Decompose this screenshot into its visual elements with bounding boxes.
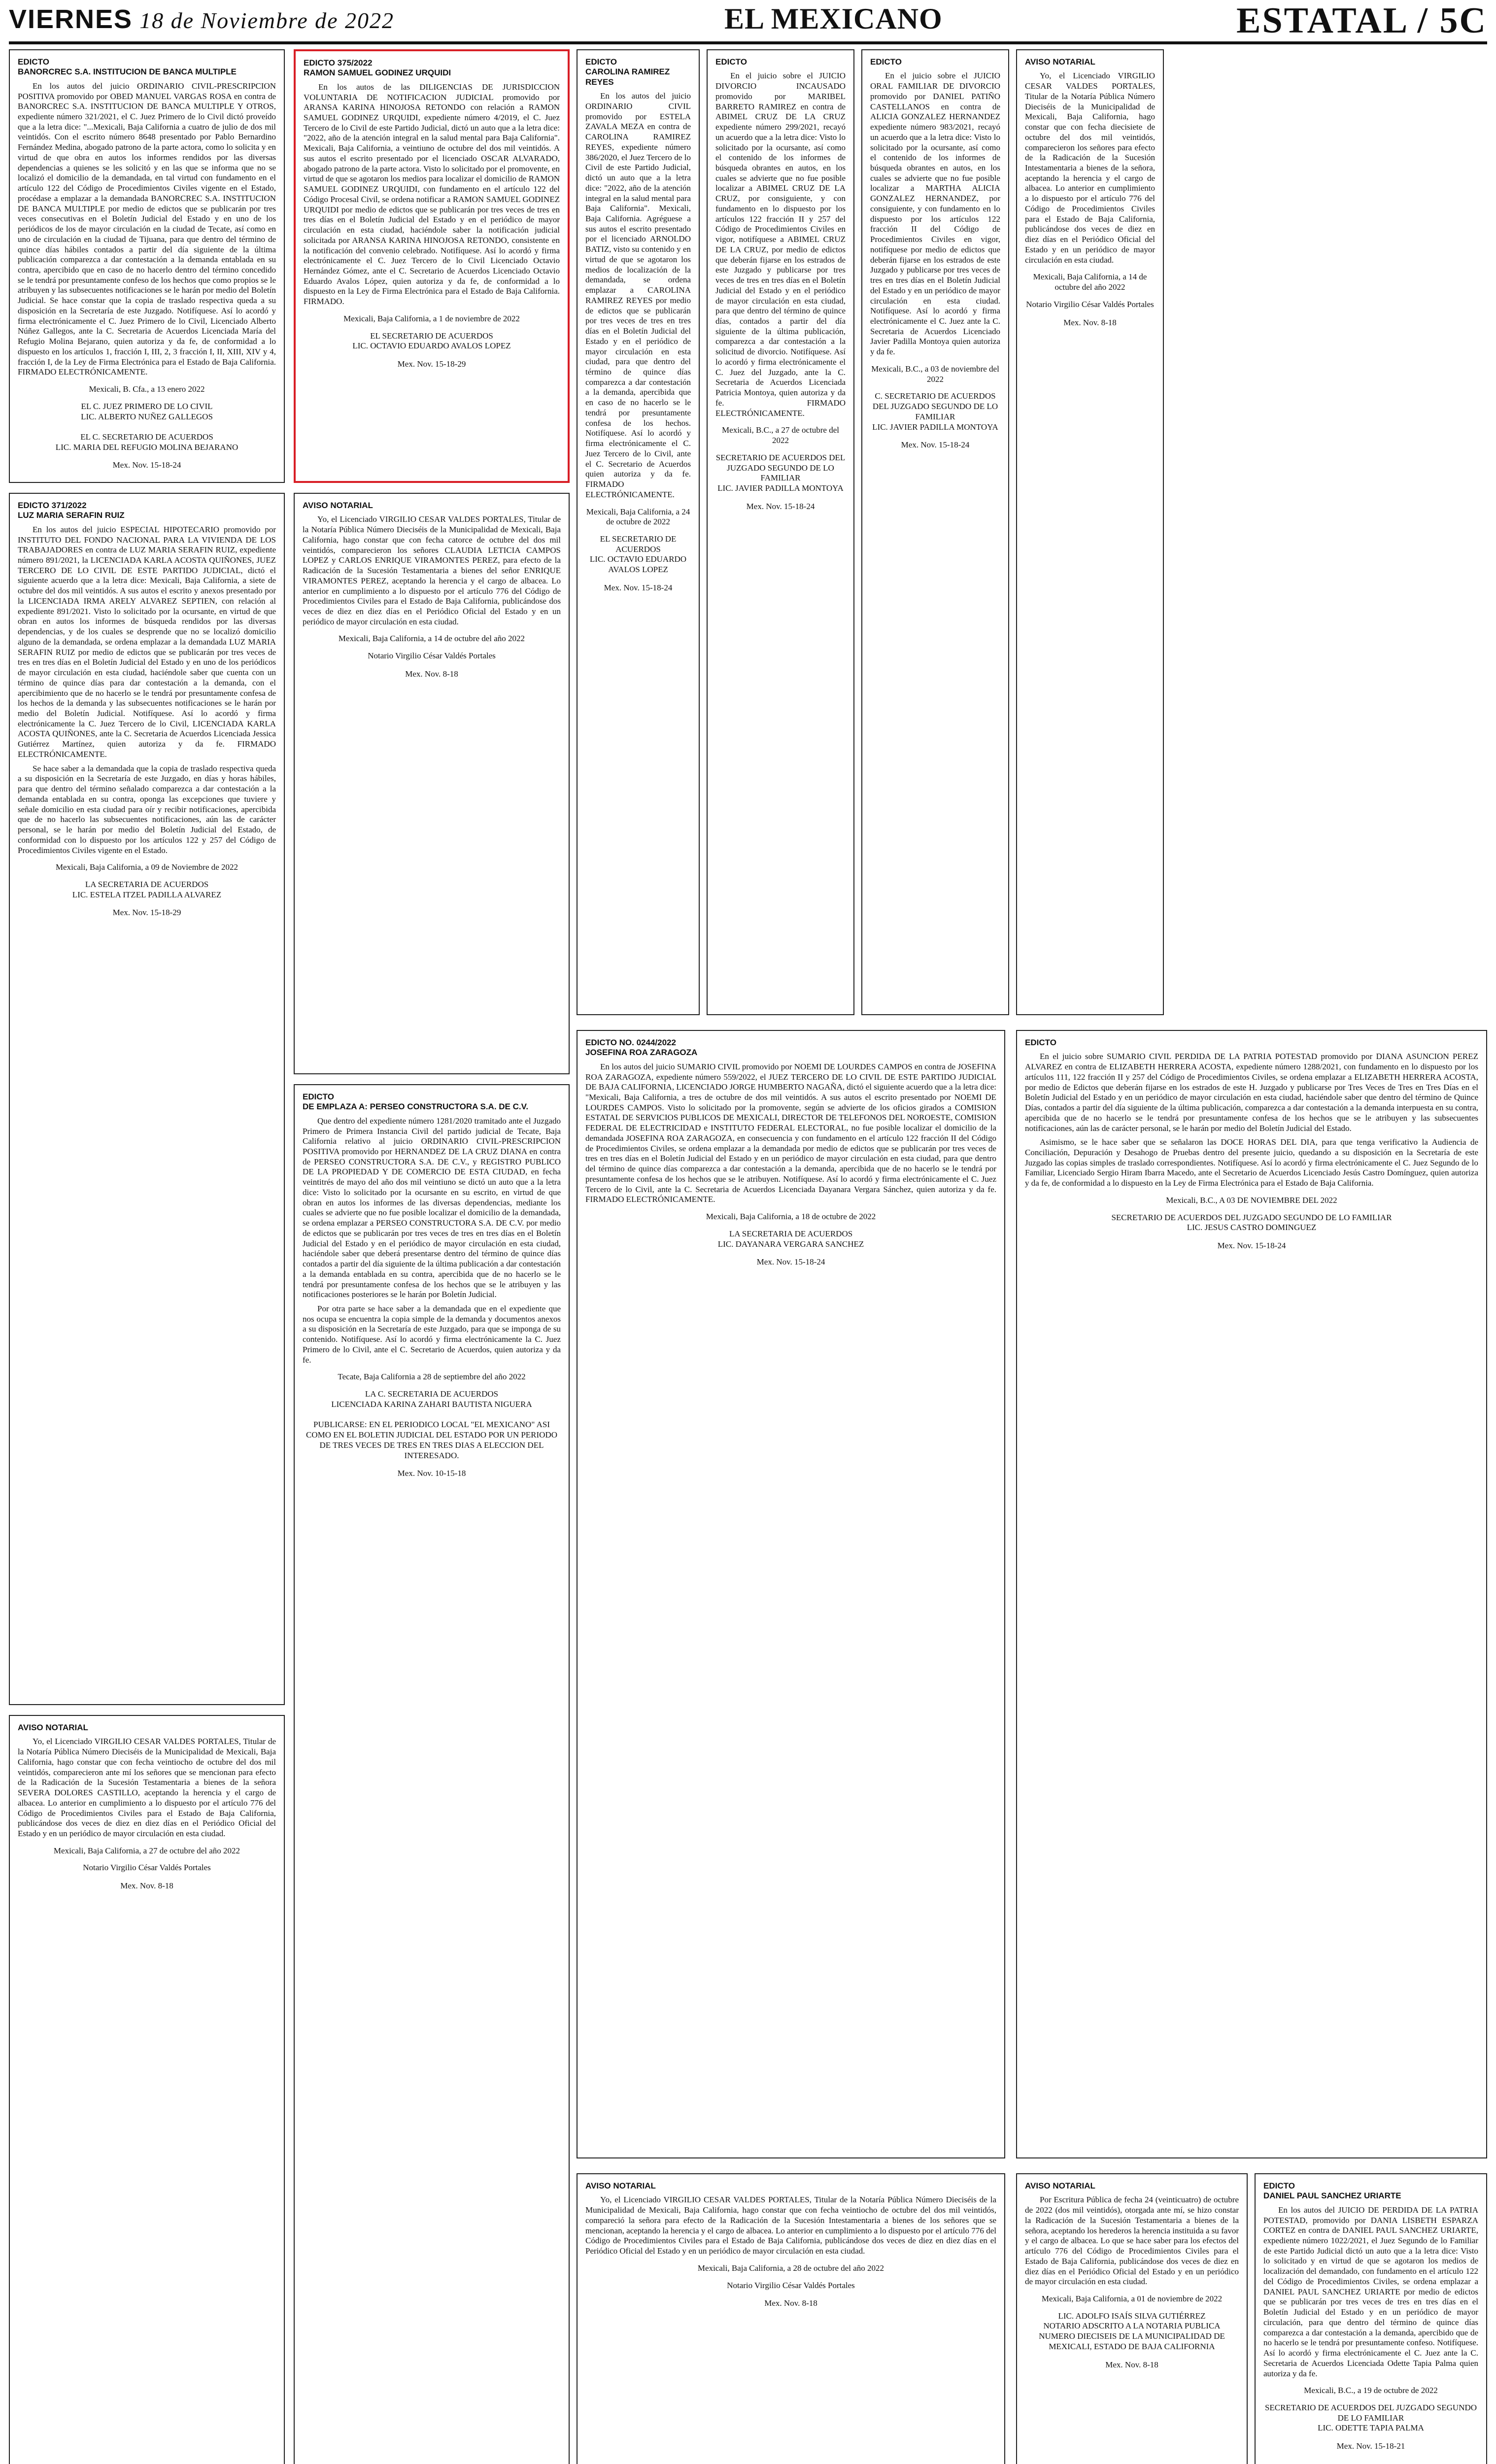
notice-paragraph: En los autos del juicio ORDINARIO CIVIL promovido por ESTELA ZAVALA MEZA en contra de CAROLINA RAMIREZ REYES, expediente número 386/2020, el Juez Tercero de lo Civil de este Partido Judicial, dictó un auto que a la letra dice: "2022, año de la atención integral en la salud mental para Baja California". Mexicali, Baja California. Agréguese a sus autos el escrito presentado por el licenciado ARNOLDO BATIZ, visto su contenido y en virtud de que se agotaron los medios de localización de la demandada, se ordena emplazar a CAROLINA RAMIREZ REYES por medio de edictos que se publicarán por tres veces de tres en tres días en el Boletín Judicial del Estado y en el periódico de mayor circulación en esta ciudad, para que dentro del término de quince días comparezca a dar contestación a la demanda, apercibida que en caso de no hacerlo se le tendrá por presuntamente confesa de los hechos. Notifíquese. Así lo acordó y firma electrónicamente el C. Juez Tercero de lo Civil, ante el C. Secretario de Acuerdos quien autoriza y da fe. FIRMADO ELECTRÓNICAMENTE. <box>585 91 691 499</box>
notice-paragraph: Yo, el Licenciado VIRGILIO CESAR VALDES PORTALES, Titular de la Notaría Pública Número Dieciséis de la Municipalidad de Mexicali, Baja California, hago constar que con fecha diecisiete de octubre del dos mil veintidós, comparecieron los señores para efecto de la Radicación de la Sucesión Intestamentaria a bienes de la señora, aceptando la herencia y el cargo de albacea. Lo anterior en cumplimiento a lo dispuesto por el artículo 776 del Código de Procedimientos Civiles para el Estado de Baja California, publicándose dos veces de diez en diez días en el Periódico Oficial del Estado y en un periódico de mayor circulación en esta ciudad. <box>1025 71 1155 265</box>
notice-place-date: Mexicali, Baja California, a 18 de octubre de 2022 <box>706 1212 876 1222</box>
notice-publication-ref: Mex. Nov. 8-18 <box>1105 2360 1158 2369</box>
notice-body <box>870 71 1000 357</box>
notice-title: EDICTO NO. 0244/2022 JOSEFINA ROA ZARAGOZA <box>585 1038 698 1058</box>
notice-title: AVISO NOTARIAL <box>18 1723 88 1732</box>
notice-paragraph: Asimismo, se le hace saber que se señalaron las DOCE HORAS DEL DIA, para que tenga verificativo la Audiencia de Conciliación, Depuración y Desahogo de Pruebas dentro del presente juicio, quedando a su disposición en la Secretaría de este Juzgado las copias simples de traslado correspondientes. Notifíquese. Así lo acordó y firma electrónicamente el C. Juez Segundo de lo Familiar, Licenciado Sergio Hiram Ibarra Macedo, ante el Secretario de Acuerdos Licenciado Jesús Castro Domínguez, quien autoriza y da fe, de conformidad a lo dispuesto en la Ley de Firma Electrónica para el Estado de Baja California. <box>1025 1137 1478 1188</box>
notice-paragraph: En los autos del juicio SUMARIO CIVIL promovido por NOEMI DE LOURDES CAMPOS en contra de JOSEFINA ROA ZARAGOZA, expediente número 559/2022, el JUEZ TERCERO DE LO CIVIL DE ESTE PARTIDO JUDICIAL DE BAJA CALIFORNIA, LICENCIADO JORGE HUMBERTO NAGAÑA, dictó el siguiente acuerdo que a la letra dice: "Mexicali, Baja California, a tres de octubre de dos mil veintidós. A sus autos el escrito presentado por NOEMI DE LOURDES CAMPOS. Visto lo solicitado por la promovente, según se advierte de los oficios girados a COMISION ESTATAL DE SERVICIOS PUBLICOS DE MEXICALI, DIRECTOR DE TELEFONOS DEL NOROESTE, COMISION FEDERAL DE ELECTRICIDAD e INSTITUTO FEDERAL ELECTORAL, no fue posible localizar el domicilio de la demandada JOSEFINA ROA ZARAGOZA, en consecuencia y con fundamento en el artículo 122 fracción II del Código de Procedimientos Civiles, se ordena emplazar a la demandada por medio de edictos que se publicarán por tres veces de tres en tres días en el Boletín Judicial del Estado y en un periódico de mayor circulación en esta ciudad, para que dentro del término de quince días comparezca a dar contestación a la demanda, apercibida que de no hacerlo se le tendrá por presuntamente confesa de los hechos que se le atribuyen. Notifíquese. Así lo acordó y firma electrónicamente el C. Juez Tercero de lo Civil, ante la C. Secretaria de Acuerdos Licenciada Dayanara Vergara Sánchez, quien autoriza y da fe. FIRMADO ELECTRÓNICAMENTE. <box>585 1061 996 1204</box>
legal-notice <box>294 1084 570 2464</box>
notice-title: EDICTO <box>715 57 747 67</box>
notice-publication-ref: Mex. Nov. 8-18 <box>764 2298 817 2308</box>
notice-place-date: Mexicali, Baja California, a 01 de noviembre de 2022 <box>1041 2294 1223 2303</box>
notice-title: EDICTO 375/2022 RAMON SAMUEL GODINEZ URQUIDI <box>304 58 451 78</box>
notice-title: EDICTO BANORCREC S.A. INSTITUCION DE BANCA MULTIPLE <box>18 57 237 77</box>
legal-notice <box>1016 1030 1487 2158</box>
notice-place-date: Mexicali, B.C., a 27 de octubre del 2022 <box>722 425 839 445</box>
notice-body <box>18 1737 276 1839</box>
notice-place-date: Mexicali, Baja California, a 1 de noviembre de 2022 <box>343 313 520 323</box>
notice-signature: EL SECRETARIO DE ACUERDOS LIC. OCTAVIO EDUARDO AVALOS LOPEZ <box>589 534 687 575</box>
notice-place-date: Mexicali, Baja California, a 14 de octubre del año 2022 <box>1033 272 1147 292</box>
notice-title: EDICTO CAROLINA RAMIREZ REYES <box>585 57 670 87</box>
legal-notice <box>577 2173 1005 2464</box>
legal-notice <box>1016 49 1164 1015</box>
notice-signature: EL SECRETARIO DE ACUERDOS LIC. OCTAVIO EDUARDO AVALOS LOPEZ <box>352 331 511 351</box>
notice-publication-ref: Mex. Nov. 15-18-21 <box>1336 2441 1405 2451</box>
notice-title: EDICTO 371/2022 LUZ MARIA SERAFIN RUIZ <box>18 501 125 520</box>
notice-body <box>585 1062 996 1205</box>
notice-paragraph: En el juicio sobre el JUICIO ORAL FAMILIAR DE DIVORCIO promovido por DANIEL PATIÑO CASTELLANOS en contra de ALICIA GONZALEZ HERNANDEZ expediente número 983/2021, recayó un acuerdo que a la letra dice: Visto lo solicitado por la ocursante, así como el contenido de los informes de búsqueda obrantes en autos, en los cuales se advierte que no fue posible localizar a MARTHA ALICIA GONZALEZ HERNANDEZ, por consiguiente, y con fundamento en lo dispuesto por los artículos 122 fracción II del Código de Procedimientos Civiles en vigor, notifíquese por medio de edictos que deberán fijarse en los estrados de este Juzgado y publicarse por tres veces de tres en tres días en el Boletín Judicial del Estado y en un periódico de mayor circulación en esta ciudad. Notifíquese. Así lo acordó y firma electrónicamente el C. Juez ante la C. Secretaria de Acuerdos Licenciado Javier Padilla Montoya quien autoriza y da fe. <box>870 71 1000 357</box>
notice-body <box>304 82 560 307</box>
notice-publication-ref: Mex. Nov. 8-18 <box>1063 317 1117 327</box>
legal-notice <box>294 493 570 1074</box>
notice-signature: LIC. ADOLFO ISAÍS SILVA GUTIÉRREZ NOTARIO ADSCRITO A LA NOTARIA PUBLICA NUMERO DIECISEIS DE LA MUNICIPALIDAD DE MEXICALI, ESTADO DE BAJA CALIFORNIA <box>1039 2311 1225 2351</box>
page-day <box>9 4 394 34</box>
notice-place-date: Mexicali, Baja California, a 24 de octubre de 2022 <box>586 507 690 527</box>
notice-signature: LA C. SECRETARIA DE ACUERDOS LICENCIADA KARINA ZAHARI BAUTISTA NIGUERA PUBLICARSE: EN EL PERIODICO LOCAL "EL MEXICANO" ASI COMO EN EL BOLETIN JUDICIAL DEL ESTADO POR UN PERIODO DE TRES VECES DE TRES EN TRES DIAS A ELECCION DEL INTERESADO. <box>306 1389 558 1460</box>
notice-body <box>18 81 276 377</box>
notice-paragraph: Que dentro del expediente número 1281/2020 tramitado ante el Juzgado Primero de Primera Instancia Civil del partido judicial de Tecate, Baja California relativo al juicio ORDINARIO CIVIL-PRESCRIPCION POSITIVA promovido por HERNANDEZ DE LA CRUZ DIANA en contra de PERSEO CONSTRUCTORA S.A. DE C.V., y REGISTRO PUBLICO DE LA PROPIEDAD Y DE COMERCIO DE ESTA CIUDAD, en fecha veintitrés de mayo del año dos mil veintiuno se dictó un auto que a la letra dice: Visto lo solicitado por la ocursante en su escrito, en virtud de que obran en autos los informes de las diversas dependencias, mediante los cuales se advierte que no fue posible localizar el domicilio de la demandada, se ordena emplazar a PERSEO CONSTRUCTORA S.A. DE C.V. por medio de edictos que se publicarán por tres veces de tres en tres días en el Boletín Judicial del Estado y en el periódico de mayor circulación en esta ciudad, haciéndole saber que deberá presentarse dentro del término de quince días contados a partir del día siguiente de la última publicación a dar contestación a la demanda entablada en su contra, apercibida que de no hacerlo se le tendrá por presuntamente confesa de los hechos que se le atribuyen y las notificaciones posteriores se le harán por Boletín Judicial. <box>303 1116 561 1300</box>
notice-publication-ref: Mex. Nov. 15-18-24 <box>112 460 181 470</box>
legal-notice <box>294 49 570 483</box>
notice-publication-ref: Mex. Nov. 15-18-29 <box>112 908 181 918</box>
notice-signature: LA SECRETARIA DE ACUERDOS LIC. ESTELA ITZEL PADILLA ALVAREZ <box>72 880 222 899</box>
legal-notice <box>9 49 285 483</box>
notice-paragraph: En el juicio sobre el JUICIO DIVORCIO INCAUSADO promovido por MARIBEL BARRETO RAMIREZ en contra de ABIMEL CRUZ DE LA CRUZ expediente número 299/2021, recayó un acuerdo que a la letra dice: Visto lo solicitado por la ocursante, así como el contenido de los informes de búsqueda obrantes en autos, en los cuales se advierte que no fue posible localizar a ABIMEL CRUZ DE LA CRUZ, por consiguiente, y con fundamento en lo dispuesto por los artículos 122 fracción II y 257 del Código de Procedimientos Civiles en vigor, notifíquese a ABIMEL CRUZ DE LA CRUZ, por medio de edictos que deberán fijarse en los estrados de este Juzgado y publicarse por tres veces de tres en tres días en el Boletín Judicial del Estado y en el periódico de mayor circulación en esta ciudad, para que dentro del término de quince días, contados a partir del día siguiente de la última publicación, comparezca a dar contestación a la solicitud de divorcio. Notifíquese. Así lo acordó y firma electrónicamente el C. Juez del Juzgado, ante la C. Secretaria de Acuerdos Licenciada Patricia Montoya, quien autoriza y da fe. FIRMADO ELECTRÓNICAMENTE. <box>715 71 846 418</box>
legal-notice <box>861 49 1009 1015</box>
notice-paragraph: En los autos del JUICIO DE PERDIDA DE LA PATRIA POTESTAD, promovido por DANIA LISBETH ESPARZA CORTEZ en contra de DANIEL PAUL SANCHEZ URIARTE, expediente número 1022/2021, el Juez Segundo de lo Familiar de este Partido Judicial dictó un auto que a la letra dice: Visto lo solicitado y en virtud de que se agotaron los medios de localización del demandado, con fundamento en el artículo 122 del Código de Procedimientos Civiles, se ordena emplazar a DANIEL PAUL SANCHEZ URIARTE por medio de edictos que se publicarán por tres veces de tres en tres días en el Boletín Judicial del Estado y en un periódico de mayor circulación, para que dentro del término de quince días comparezca a dar contestación a la demanda, apercibido que de no hacerlo se le tendrá por presuntamente confeso. Notifíquese. Así lo acordó y firma electrónicamente el C. Juez ante la C. Secretaria de Acuerdos Licenciada Odette Tapia Palma quien autoriza y da fe. <box>1263 2205 1478 2378</box>
notice-paragraph: En los autos del juicio ORDINARIO CIVIL-PRESCRIPCION POSITIVA promovido por OBED MANUEL VARGAS ROSA en contra de BANORCREC S.A. INSTITUCION DE BANCA MULTIPLE Y OTROS, expediente número 321/2021, el C. Juez Primero de lo Civil dictó proveído que a la letra dice: "...Mexicali, Baja California a cuatro de julio de dos mil veintidós. Con el escrito número 8648 presentado por Pablo Bernardino Fernández Medina, abogado patrono de la parte actora, como lo solicita y en virtud de que obra en autos los informes rendidos por las diversas dependencias a quienes se les solicitó y en las que se informa que no se localizó el domicilio de la demandada, en tal virtud con fundamento en el artículo 122 del Código de Procedimientos Civiles vigente en el Estado, procédase a emplazar a la demandada BANORCREC S.A. INSTITUCION DE BANCA MULTIPLE por medio de edictos que se publicarán por tres veces consecutivas en el Boletín Judicial del Estado y en uno de los periódicos de los de mayor circulación en la ciudad de Tecate, así como en uno de circulación en la ciudad de Tijuana, para que dentro del término de quince días hábiles contados a partir del día siguiente de la última publicación comparezca a dar contestación a la demanda entablada en su contra, apercibido que en caso de no hacerlo dentro del término concedido se le tendrá por presuntamente confeso de los hechos que como propios se le atribuyen y las subsecuentes notificaciones se le harán por medio del Boletín Judicial. Se hace constar que la copia de traslado respectiva queda a su disposición en la Secretaría de este Juzgado. Notifíquese. Así lo acordó y firma electrónicamente el C. Juez Primero de lo Civil, Licenciado Alberto Núñez Gallegos, ante la C. Secretaria de Acuerdos Licenciada María del Refugio Molina Bejarano, quien autoriza y da fe, de conformidad a lo dispuesto en los artículos 1, fracción I, III, 2, 3 fracción I, II, XIII, XIV y 4, fracción I, de la Ley de Firma Electrónica para el Estado de Baja California. FIRMADO ELECTRÓNICAMENTE. <box>18 81 276 377</box>
notice-signature: EL C. JUEZ PRIMERO DE LO CIVIL LIC. ALBERTO NUÑEZ GALLEGOS EL C. SECRETARIO DE ACUERDOS LIC. MARIA DEL REFUGIO MOLINA BEJARANO <box>55 401 238 452</box>
notice-body <box>1025 1052 1478 1189</box>
notice-body <box>715 71 846 418</box>
notice-publication-ref: Mex. Nov. 10-15-18 <box>397 1469 466 1478</box>
notice-body <box>585 91 691 500</box>
notice-place-date: Mexicali, B. Cfa., a 13 enero 2022 <box>89 384 205 394</box>
notice-paragraph: Yo, el Licenciado VIRGILIO CESAR VALDES PORTALES, Titular de la Notaría Pública Número Dieciséis de la Municipalidad de Mexicali, Baja California, hago constar que con fecha catorce de octubre del dos mil veintidós, comparecieron los señores CLAUDIA LETICIA CAMPOS LOPEZ y CARLOS ENRIQUE VIRAMONTES PEREZ, para efecto de la Radicación de la Sucesión Testamentaria a bienes del señor ENRIQUE VIRAMONTES PEREZ, aceptando la herencia y el cargo de albacea. Lo anterior en cumplimiento a lo dispuesto por el artículo 776 del Código de Procedimientos Civiles para el Estado de Baja California, publicándose dos veces de diez en diez días en el Periódico Oficial del Estado y en un periódico de mayor circulación en esta ciudad. <box>303 514 561 626</box>
notice-place-date: Mexicali, Baja California, a 09 de Noviembre de 2022 <box>55 862 238 872</box>
notice-body <box>18 525 276 856</box>
legal-notice <box>1255 2173 1487 2464</box>
header-rule <box>9 41 1487 44</box>
notice-body <box>1263 2205 1478 2379</box>
notice-paragraph: Yo, el Licenciado VIRGILIO CESAR VALDES PORTALES, Titular de la Notaría Pública Número Dieciséis de la Municipalidad de Mexicali, Baja California, hago constar que con fecha veintiocho de octubre del dos mil veintidós, comparecieron ante mí los señores que se mencionan para efecto de la Radicación de la Sucesión Testamentaria a bienes de la señora SEVERA DOLORES CASTILLO, aceptando la herencia y el cargo de albacea. Lo anterior en cumplimiento a lo dispuesto por el artículo 776 del Código de Procedimientos Civiles para el Estado de Baja California, publicándose dos veces de diez en diez días en el Periódico Oficial del Estado y en un periódico de mayor circulación en esta ciudad. <box>18 1737 276 1838</box>
notice-place-date: Mexicali, Baja California, a 27 de octubre del año 2022 <box>53 1846 240 1855</box>
notice-place-date: Mexicali, Baja California, a 28 de octubre del año 2022 <box>697 2263 884 2273</box>
notice-title: EDICTO DE EMPLAZA A: PERSEO CONSTRUCTORA S.A. DE C.V. <box>303 1092 529 1112</box>
legal-notice <box>9 493 285 1705</box>
notice-publication-ref: Mex. Nov. 8-18 <box>120 1881 173 1891</box>
notice-signature: Notario Virgilio César Valdés Portales <box>368 651 496 661</box>
notice-title: EDICTO <box>1025 1038 1056 1047</box>
section-label: ESTATAL / 5C <box>1236 0 1487 41</box>
day-label: VIERNES <box>9 4 133 34</box>
notice-title: AVISO NOTARIAL <box>1025 2181 1095 2190</box>
notice-signature: SECRETARIO DE ACUERDOS DEL JUZGADO SEGUNDO DE LO FAMILIAR LIC. JAVIER PADILLA MONTOYA <box>715 452 846 493</box>
notice-title: AVISO NOTARIAL <box>1025 57 1095 67</box>
notice-signature: LA SECRETARIA DE ACUERDOS LIC. DAYANARA VERGARA SANCHEZ <box>717 1229 864 1249</box>
notice-paragraph: Por Escritura Pública de fecha 24 (veinticuatro) de octubre de 2022 (dos mil veintidós), otorgada ante mí, se hizo constar la Radicación de la Sucesión Testamentaria a bienes de la señora, aceptando los herederos la herencia instituida a su favor y el cargo de albacea. Lo que se hace saber para los efectos del artículo 776 del Código de Procedimientos Civiles para el Estado de Baja California, publicándose dos veces de diez en diez días en el Periódico Oficial del Estado y en un periódico de mayor circulación en esta ciudad. <box>1025 2195 1239 2287</box>
notice-publication-ref: Mex. Nov. 8-18 <box>405 669 458 679</box>
legal-notice <box>1016 2173 1248 2464</box>
legal-notice <box>707 49 854 1015</box>
notice-title: AVISO NOTARIAL <box>585 2181 656 2190</box>
legal-notice <box>577 1030 1005 2158</box>
notice-publication-ref: Mex. Nov. 15-18-24 <box>604 582 673 592</box>
notice-body <box>1025 71 1155 265</box>
notice-paragraph: En el juicio sobre SUMARIO CIVIL PERDIDA DE LA PATRIA POTESTAD promovido por DIANA ASUNCION PEREZ ALVAREZ en contra de ELIZABETH HERRERA ACOSTA, expediente número 1288/2021, con fundamento en lo dispuesto por los artículos 111, 122 fracción II y 257 del Código de Procedimientos Civiles, se ordena emplazar a ELIZABETH HERRERA ACOSTA, por medio de Edictos que deberán fijarse en los estrados de este H. Juzgado y publicarse por Tres Veces de Tres en Tres Días en el Boletín Judicial del Estado y en un periódico de mayor circulación en esta ciudad, haciéndole saber que dentro del término de Quince Días, contados a partir del día siguiente de la última publicación, comparezca a dar contestación a la demanda interpuesta en su contra, apercibida que de no hacerlo se le tendrá por presuntamente confesa de los hechos que se le atribuyen y las subsecuentes notificaciones, aún las de carácter personal, se le harán por medio del Boletín Judicial del Estado. <box>1025 1052 1478 1133</box>
notice-place-date: Mexicali, B.C., a 19 de octubre de 2022 <box>1304 2386 1438 2396</box>
notice-body <box>585 2195 996 2256</box>
notice-title: AVISO NOTARIAL <box>303 501 373 510</box>
legal-notice <box>9 1715 285 2464</box>
notice-publication-ref: Mex. Nov. 15-18-24 <box>746 501 815 511</box>
notice-title: EDICTO DANIEL PAUL SANCHEZ URIARTE <box>1263 2181 1401 2201</box>
notice-paragraph: En los autos del juicio ESPECIAL HIPOTECARIO promovido por INSTITUTO DEL FONDO NACIONAL PARA LA VIVIENDA DE LOS TRABAJADORES en contra de LUZ MARIA SERAFIN RUIZ, expediente número 891/2021, la LICENCIADA KARLA ACOSTA QUIÑONES, JUEZ TERCERO DE LO CIVIL DE ESTE PARTIDO JUDICIAL, dictó el siguiente acuerdo que a la letra dice: Mexicali, Baja California, a siete de octubre del dos mil veintidós. A sus autos el escrito y anexos presentado por la LICENCIADA IRMA ARELY ALVAREZ SEPTIEN, con relación al expediente 891/2021. Visto lo solicitado por la ocursante, en virtud de que obran en autos los informes de búsqueda rendidos por las diversas dependencias, y de los cuales se desprende que no se localizó domicilio alguno de la demandada, se ordena emplazar a la demandada LUZ MARIA SERAFIN RUIZ por medio de edictos que se publicarán por tres veces de tres en tres días en el Boletín Judicial del Estado y en uno de los periódicos de mayor circulación en esta ciudad, haciéndole saber que cuenta con un término de quince días para dar contestación a la demanda, con el apercibimiento que de no hacerlo se le tendrá por presuntamente confesa de los hechos de la demanda y las subsecuentes notificaciones se le harán por medio del Boletín Judicial. Notifíquese. Así lo acordó y firma electrónicamente la C. Juez Tercero de lo Civil, LICENCIADA KARLA ACOSTA QUIÑONES, ante la C. Secretaria de Acuerdos Licenciada Jessica Gutiérrez Martínez, quien autoriza y da fe. FIRMADO ELECTRÓNICAMENTE. <box>18 524 276 759</box>
notice-body <box>1025 2195 1239 2287</box>
notice-publication-ref: Mex. Nov. 15-18-29 <box>397 359 466 369</box>
notice-paragraph: Yo, el Licenciado VIRGILIO CESAR VALDES PORTALES, Titular de la Notaría Pública Número Dieciséis de la Municipalidad de Mexicali, Baja California, hago constar que con fecha veintiocho de octubre del dos mil veintidós, compareció la señora para efecto de la Radicación de la Sucesión Intestamentaria a bienes de los señores que se mencionan, aceptando la herencia y el cargo de albacea. Lo anterior en cumplimiento a lo dispuesto por el artículo 776 del Código de Procedimientos Civiles para el Estado de Baja California, publicándose dos veces de diez en diez días en el Periódico Oficial del Estado y en un periódico de mayor circulación en esta ciudad. <box>585 2195 996 2256</box>
notice-publication-ref: Mex. Nov. 15-18-24 <box>1217 1241 1286 1251</box>
notice-place-date: Tecate, Baja California a 28 de septiembre del año 2022 <box>338 1372 526 1382</box>
notice-place-date: Mexicali, B.C., A 03 DE NOVIEMBRE DEL 2022 <box>1166 1195 1337 1205</box>
notice-publication-ref: Mex. Nov. 15-18-24 <box>901 440 970 450</box>
notice-signature: SECRETARIO DE ACUERDOS DEL JUZGADO SEGUNDO DE LO FAMILIAR LIC. JESUS CASTRO DOMINGUEZ <box>1111 1212 1392 1232</box>
notice-paragraph: En los autos de las DILIGENCIAS DE JURISDICCION VOLUNTARIA DE NOTIFICACION JUDICIAL promovido por ARANSA KARINA HINOJOSA RETONDO con relación a RAMON SAMUEL GODINEZ URQUIDI, expediente número 4/2019, el C. Juez Tercero de lo Civil de este Partido Judicial, dictó un auto que a la letra dice: "2022, año de la atención integral en la salud mental para Baja California". Mexicali, Baja California, a veintiuno de octubre del dos mil veintidós. A sus autos el escrito presentado por el licenciado OSCAR ALVARADO, abogado patrono de la parte actora. Visto lo solicitado por el promovente, en virtud de que se agotaron los medios para localizar el domicilio de RAMON SAMUEL GODINEZ URQUIDI, con fundamento en el artículo 122 del Código Procesal Civil, se ordena notificar a RAMON SAMUEL GODINEZ URQUIDI por medio de edictos que se publicarán por tres veces de tres en tres días en el Boletín Judicial del Estado y en el periódico de mayor circulación en esta ciudad, haciéndole saber la notificación judicial solicitada por ARANSA KARINA HINOJOSA RETONDO, consistente en la notificación del convenio celebrado. Notifíquese. Así lo acordó y firma electrónicamente el C. Juez Tercero de lo Civil Licenciado Octavio Hernández Gómez, ante el C. Secretario de Acuerdos Licenciado Octavio Eduardo Avalos López, quien autoriza y da fe, de conformidad a lo dispuesto en la Ley de Firma Electrónica para el Estado de Baja California. FIRMADO. <box>304 82 560 307</box>
notice-signature: Notario Virgilio César Valdés Portales <box>727 2280 855 2290</box>
notice-signature: C. SECRETARIO DE ACUERDOS DEL JUZGADO SEGUNDO DE LO FAMILIAR LIC. JAVIER PADILLA MONTOYA <box>872 391 998 432</box>
notice-title: EDICTO <box>870 57 902 67</box>
notice-place-date: Mexicali, B.C., a 03 de noviembre del 2022 <box>871 364 999 384</box>
notice-signature: Notario Virgilio César Valdés Portales <box>83 1863 211 1873</box>
notice-body <box>303 514 561 627</box>
notice-paragraph: Por otra parte se hace saber a la demandada que en el expediente que nos ocupa se encuentra la copia simple de la demanda y documentos anexos a su disposición en la Secretaría de este Juzgado, para que se imponga de su contenido. Notifíquese. Así lo acordó y firma electrónicamente la C. Juez Primero de lo Civil, ante el C. Secretario de Acuerdos, quien autoriza y da fe. <box>303 1304 561 1365</box>
notice-signature: SECRETARIO DE ACUERDOS DEL JUZGADO SEGUNDO DE LO FAMILIAR LIC. ODETTE TAPIA PALMA <box>1264 2403 1477 2433</box>
masthead: EL MEXICANO <box>724 2 943 35</box>
notice-paragraph: Se hace saber a la demandada que la copia de traslado respectiva queda a su disposición en la Secretaría de este Juzgado, en días y horas hábiles, para que dentro del término señalado comparezca a dar contestación a la demanda entablada en su contra, oponga las excepciones que tuviere y señale domicilio en esta ciudad para oír y recibir notificaciones, apercibida que de no hacerlo las subsecuentes notificaciones, aún las de carácter personal, se le harán por medio del Boletín Judicial del Estado, de conformidad con lo dispuesto por los artículos 122 y 257 del Código de Procedimientos Civiles vigente en el Estado. <box>18 763 276 855</box>
legal-notice <box>577 49 700 1015</box>
page-header <box>0 0 1496 41</box>
notice-publication-ref: Mex. Nov. 15-18-24 <box>756 1257 825 1267</box>
notice-signature: Notario Virgilio César Valdés Portales <box>1026 299 1154 309</box>
page-date: 18 de Noviembre de 2022 <box>139 8 395 33</box>
notice-place-date: Mexicali, Baja California, a 14 de octubre del año 2022 <box>338 634 525 644</box>
notice-body <box>303 1116 561 1366</box>
